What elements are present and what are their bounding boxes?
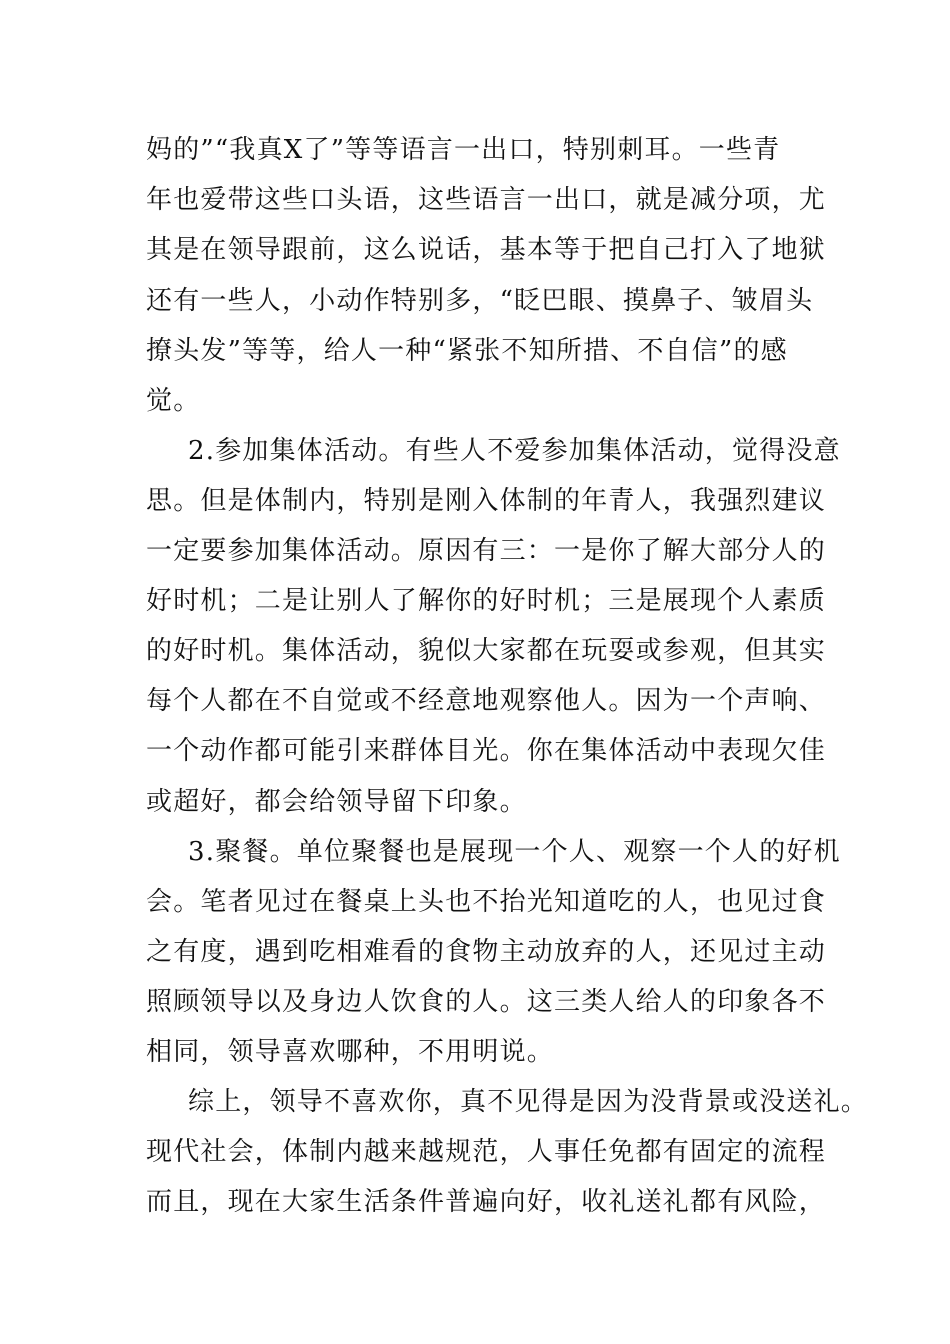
text-line: 或超好，都会给领导留下印象。 xyxy=(146,787,527,817)
text-line: 的好时机。集体活动，貌似大家都在玩耍或参观，但其实 xyxy=(146,636,827,666)
text-line: 一定要参加集体活动。原因有三：一是你了解大部分人的 xyxy=(146,536,827,566)
text-line: 每个人都在不自觉或不经意地观察他人。因为一个声响、 xyxy=(146,686,827,716)
text-line: 3.聚餐。单位聚餐也是展现一个人、观察一个人的好机 xyxy=(188,837,841,867)
text-line: 妈的”“我真X了”等等语言一出口，特别刺耳。一些青 xyxy=(146,135,781,165)
text-line: 之有度，遇到吃相难看的食物主动放弃的人，还见过主动 xyxy=(146,937,827,967)
text-line: 2.参加集体活动。有些人不爱参加集体活动，觉得没意 xyxy=(188,436,841,466)
text-line: 相同，领导喜欢哪种，不用明说。 xyxy=(146,1037,555,1067)
text-line: 还有一些人，小动作特别多，“眨巴眼、摸鼻子、皱眉头 xyxy=(146,286,814,316)
text-line: 其是在领导跟前，这么说话，基本等于把自己打入了地狱 xyxy=(146,235,827,265)
text-line: 综上，领导不喜欢你，真不见得是因为没背景或没送礼。 xyxy=(188,1087,869,1117)
text-line: 觉。 xyxy=(146,386,201,416)
text-line: 年也爱带这些口头语，这些语言一出口，就是减分项，尤 xyxy=(146,185,827,215)
text-line: 撩头发”等等，给人一种“紧张不知所措、不自信”的感 xyxy=(146,336,788,366)
text-line: 而且，现在大家生活条件普遍向好，收礼送礼都有风险， xyxy=(146,1187,827,1217)
text-line: 会。笔者见过在餐桌上头也不抬光知道吃的人，也见过食 xyxy=(146,887,827,917)
text-line: 一个动作都可能引来群体目光。你在集体活动中表现欠佳 xyxy=(146,736,827,766)
text-line: 照顾领导以及身边人饮食的人。这三类人给人的印象各不 xyxy=(146,987,827,1017)
text-line: 好时机；二是让别人了解你的好时机；三是展现个人素质 xyxy=(146,586,827,616)
text-line: 思。但是体制内，特别是刚入体制的年青人，我强烈建议 xyxy=(146,486,827,516)
text-line: 现代社会，体制内越来越规范，人事任免都有固定的流程 xyxy=(146,1137,827,1167)
